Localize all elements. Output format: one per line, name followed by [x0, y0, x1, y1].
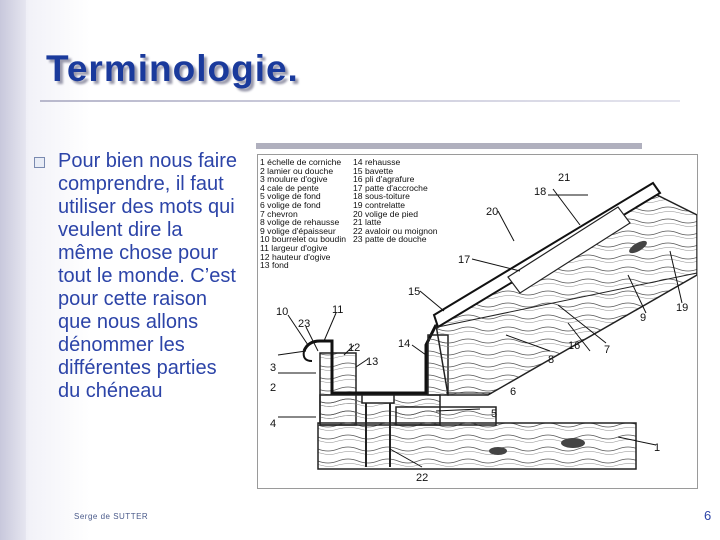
legend-item: 16 pli d'agrafure [353, 174, 415, 185]
callout-12: 12 [348, 342, 361, 354]
legend-item: 14 rehausse [353, 157, 401, 167]
legend-item: 11 largeur d'ogive [260, 242, 328, 253]
legend-item: 8 volige de rehausse [260, 217, 340, 228]
slide-title: Terminologie. [46, 48, 299, 89]
page-number: 6 [704, 508, 712, 523]
legend-item: 2 lamier ou douche [260, 165, 334, 176]
callout-1: 1 [654, 442, 661, 454]
legend-item: 3 moulure d'ogive [260, 174, 328, 185]
callout-22: 22 [416, 472, 429, 484]
callout-18: 18 [534, 186, 547, 198]
legend-item: 12 hauteur d'ogive [260, 251, 331, 262]
legend-item: 20 volige de pied [353, 208, 418, 219]
callout-3: 3 [270, 362, 277, 374]
callout-7: 7 [604, 344, 611, 356]
legend-item: 6 volige de fond [260, 199, 321, 210]
left-decorative-band [0, 0, 26, 540]
legend-item: 7 chevron [260, 208, 298, 219]
base-board [396, 407, 496, 425]
outlet-flange [362, 395, 394, 403]
callout-23: 23 [298, 318, 311, 330]
bead-roll [304, 351, 312, 361]
legend-item: 22 avaloir ou moignon [353, 225, 438, 236]
callout-19: 19 [676, 302, 689, 314]
legend-left-column [260, 158, 346, 270]
callout-14: 14 [398, 338, 411, 350]
callout-6: 6 [510, 386, 517, 398]
legend-item: 15 bavette [353, 165, 394, 176]
callout-17: 17 [458, 254, 471, 266]
callout-5: 5 [491, 408, 498, 420]
gutter-cross-section-diagram [257, 154, 698, 489]
legend-item: 9 volige d'épaisseur [260, 225, 336, 236]
legend-item: 17 patte d'accroche [353, 182, 428, 193]
bullet-square-icon [34, 157, 45, 168]
callout-4: 4 [270, 418, 277, 430]
legend-item: 13 fond [260, 260, 289, 271]
callout-11: 11 [332, 304, 344, 316]
legend-item: 23 patte de douche [353, 234, 427, 245]
callout-2: 2 [270, 382, 277, 394]
bullet-text: Pour bien nous faire comprendre, il faut utiliser des mots qui veulent dire la même chose pour tout le monde. C’est pour cette raison que nous allons dénommer les différentes parties du chéneau [58, 150, 238, 402]
legend-item: 4 cale de pente [260, 182, 319, 193]
legend-item: 1 échelle de corniche [260, 157, 342, 167]
wood-knot [561, 438, 585, 448]
legend-item: 18 sous-toiture [353, 191, 410, 202]
callout-13: 13 [366, 356, 379, 368]
figure-top-shadow [256, 143, 642, 149]
callout-9: 9 [640, 312, 647, 324]
wood-knot [489, 447, 507, 455]
callout-16: 16 [568, 340, 581, 352]
title-divider [40, 100, 680, 102]
callout-10: 10 [276, 306, 289, 318]
footer-author: Serge de SUTTER [74, 512, 149, 521]
callout-21: 21 [558, 172, 571, 184]
legend-item: 5 volige de fond [260, 191, 321, 202]
callout-15: 15 [408, 286, 421, 298]
callout-20: 20 [486, 206, 499, 218]
callout-8: 8 [548, 354, 555, 366]
legend-item: 21 latte [353, 217, 382, 228]
legend-item: 19 contrelatte [353, 199, 406, 210]
legend-right-column [353, 158, 438, 244]
legend-item: 10 bourrelet ou boudin [260, 234, 347, 245]
